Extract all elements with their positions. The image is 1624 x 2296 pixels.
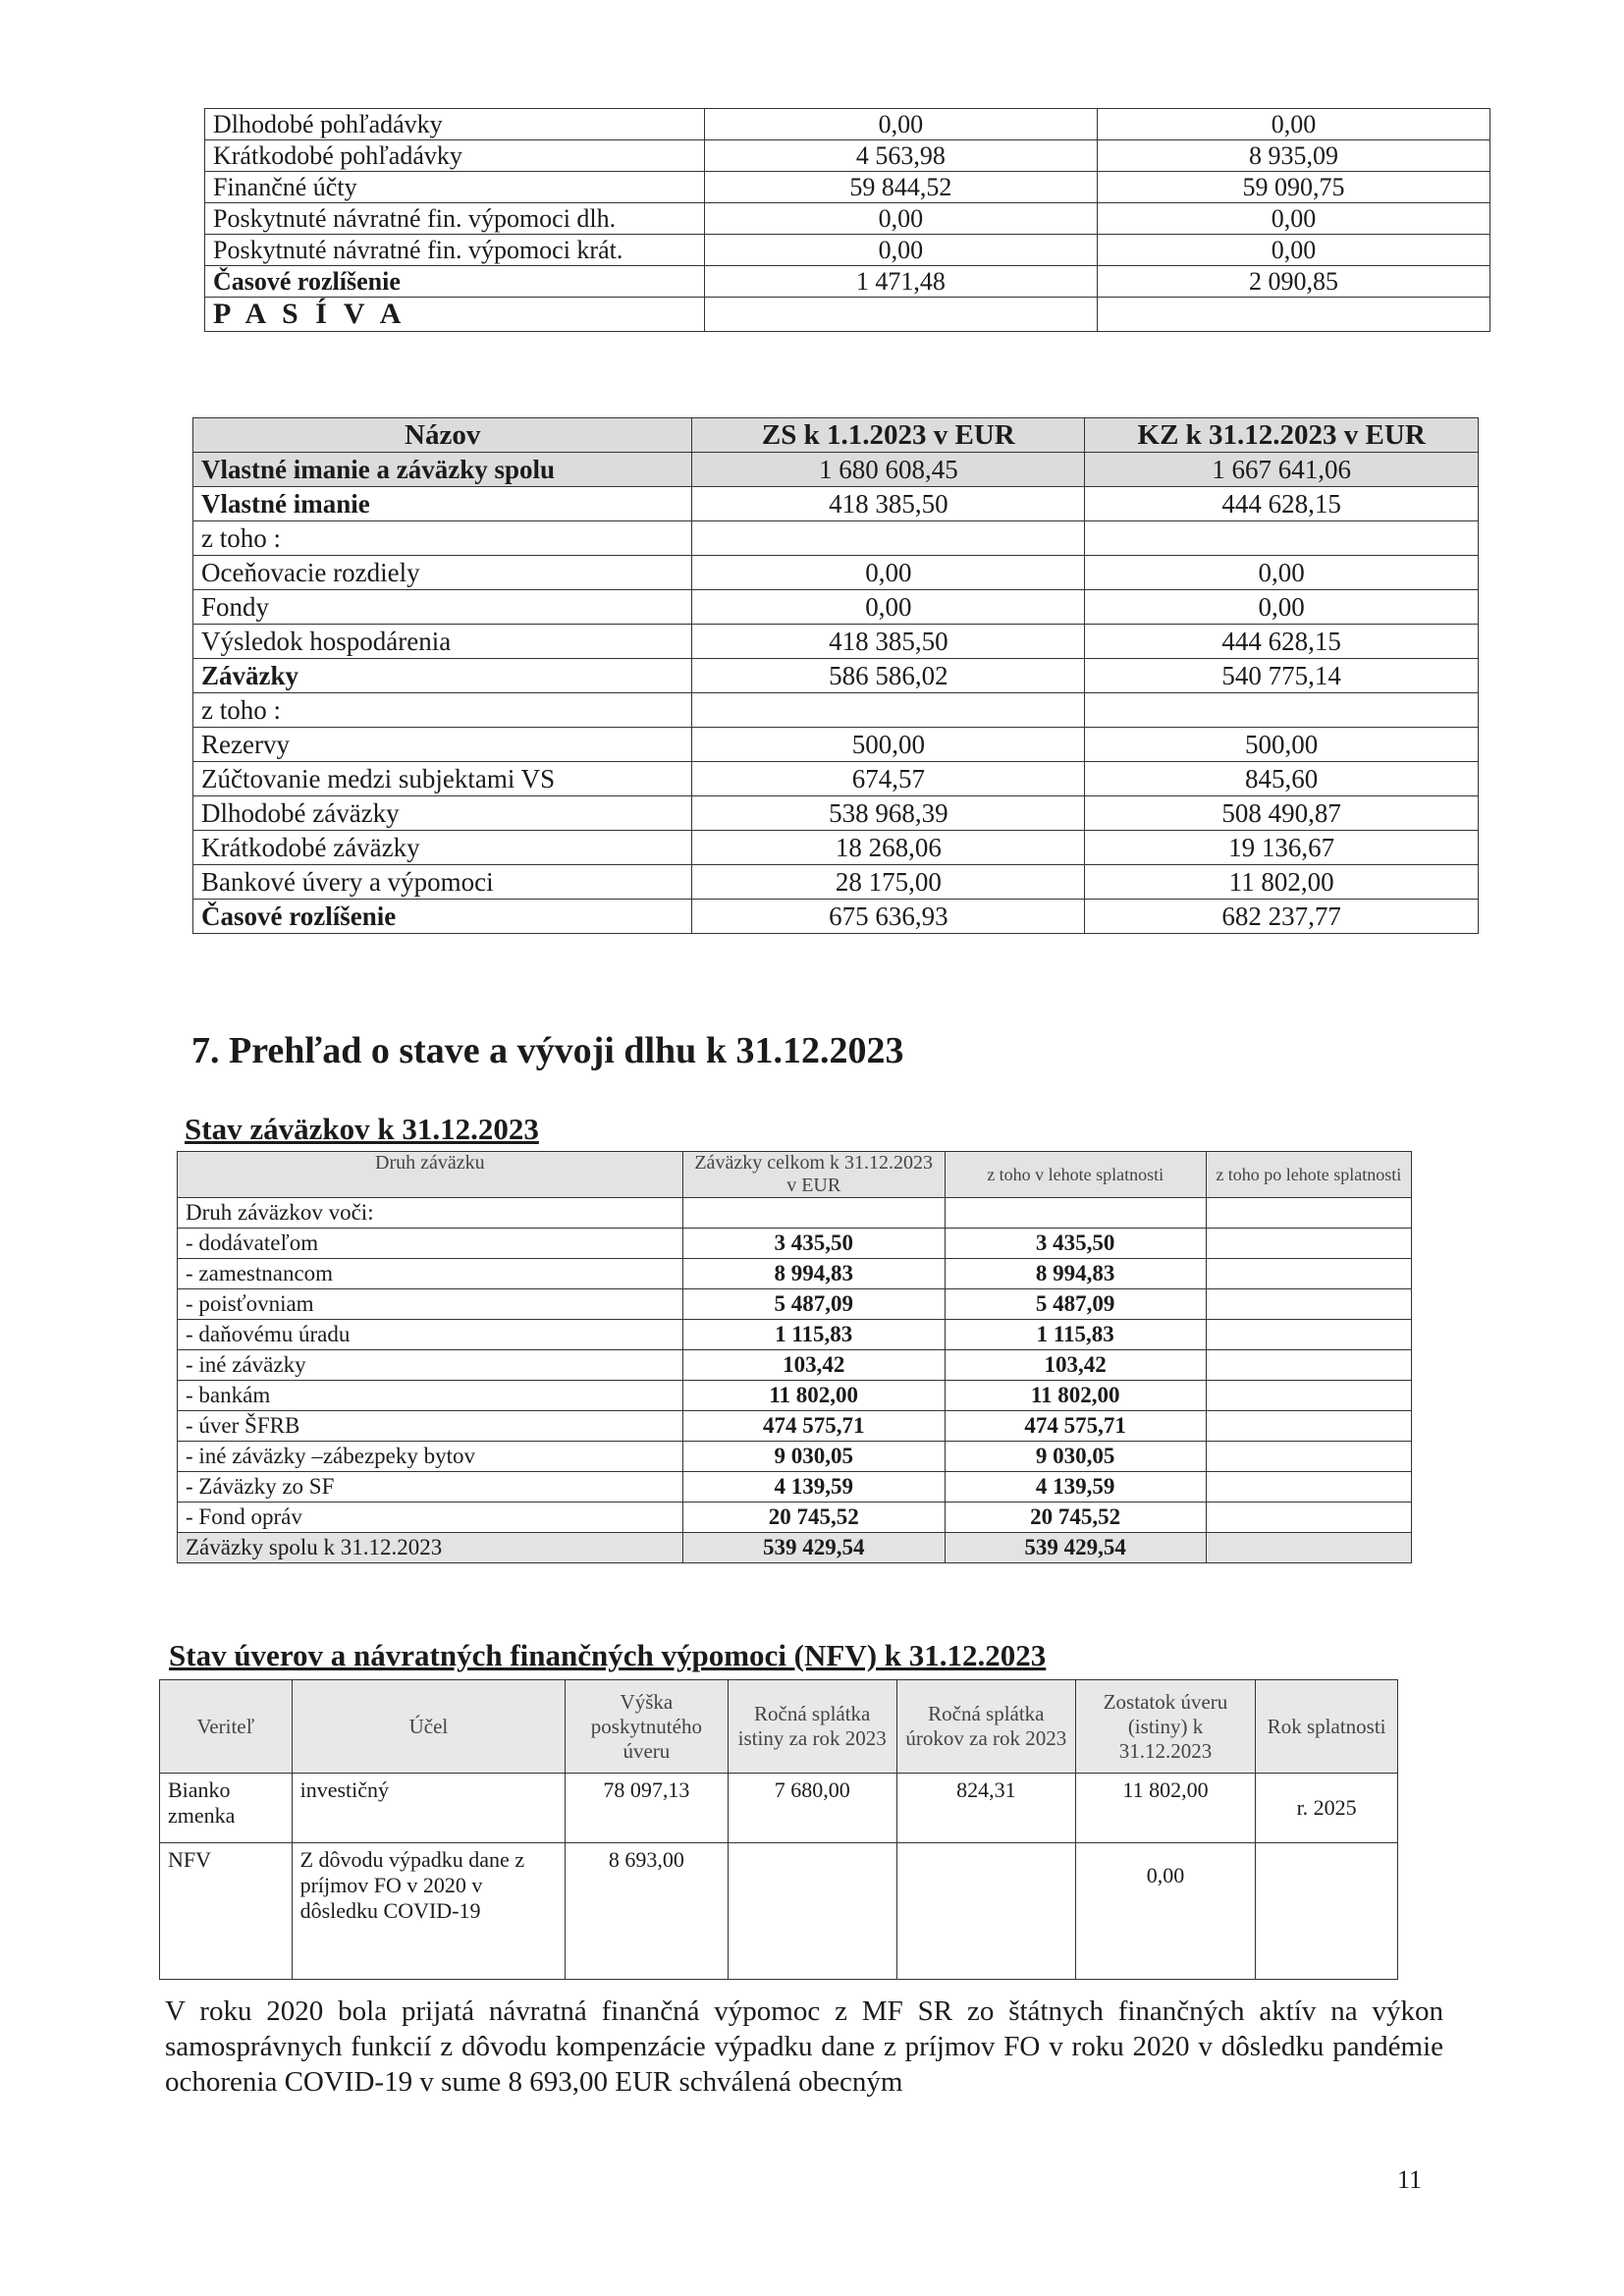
table-row xyxy=(178,1472,1412,1503)
debt-after xyxy=(1206,1381,1411,1411)
zs-value: 538 968,39 xyxy=(692,796,1085,831)
table-row xyxy=(178,1229,1412,1259)
row-label: Fondy xyxy=(193,590,692,625)
zs-value: 59 844,52 xyxy=(704,172,1097,203)
row-label: Vlastné imanie a záväzky spolu xyxy=(193,453,692,487)
liabilities-table xyxy=(192,417,1479,934)
table-row xyxy=(160,1843,1398,1980)
row-label: Rezervy xyxy=(193,728,692,762)
header-within: z toho v lehote splatnosti xyxy=(945,1152,1206,1198)
debt-total: 3 435,50 xyxy=(682,1229,945,1259)
debt-within: 20 745,52 xyxy=(945,1503,1206,1533)
kz-value: 444 628,15 xyxy=(1085,625,1479,659)
kz-value: 0,00 xyxy=(1085,556,1479,590)
debt-after xyxy=(1206,1229,1411,1259)
header-purpose: Účel xyxy=(292,1680,566,1774)
total-after xyxy=(1206,1533,1411,1563)
header-kz: KZ k 31.12.2023 v EUR xyxy=(1085,418,1479,453)
loan-interest: 824,31 xyxy=(896,1774,1075,1843)
kz-value: 0,00 xyxy=(1097,235,1489,266)
table-header-row xyxy=(193,418,1479,453)
debt-total: 1 115,83 xyxy=(682,1320,945,1350)
loans-table xyxy=(159,1679,1398,1980)
loan-purpose: investičný xyxy=(292,1774,566,1843)
row-label: Časové rozlíšenie xyxy=(193,900,692,934)
debt-within: 474 575,71 xyxy=(945,1411,1206,1442)
table-row xyxy=(205,140,1490,172)
debt-label: - Záväzky zo SF xyxy=(178,1472,683,1503)
table-row xyxy=(178,1320,1412,1350)
debt-label: - iné záväzky –zábezpeky bytov xyxy=(178,1442,683,1472)
header-zs: ZS k 1.1.2023 v EUR xyxy=(692,418,1085,453)
kz-value xyxy=(1085,693,1479,728)
kz-value: 11 802,00 xyxy=(1085,865,1479,900)
debt-total: 5 487,09 xyxy=(682,1289,945,1320)
debt-label: - bankám xyxy=(178,1381,683,1411)
table-row xyxy=(178,1289,1412,1320)
row-label: Dlhodobé záväzky xyxy=(193,796,692,831)
table-row xyxy=(178,1442,1412,1472)
table-row xyxy=(178,1503,1412,1533)
row-label: Oceňovacie rozdiely xyxy=(193,556,692,590)
loan-creditor: NFV xyxy=(160,1843,293,1980)
section-7-heading: 7. Prehľad o stave a vývoji dlhu k 31.12.2023 xyxy=(191,1030,904,1071)
table-row xyxy=(178,1259,1412,1289)
table-row xyxy=(193,659,1479,693)
debt-label: - daňovému úradu xyxy=(178,1320,683,1350)
zs-value: 1 680 608,45 xyxy=(692,453,1085,487)
kz-value: 444 628,15 xyxy=(1085,487,1479,521)
table-row xyxy=(205,298,1490,332)
kz-value: 8 935,09 xyxy=(1097,140,1489,172)
debt-within: 9 030,05 xyxy=(945,1442,1206,1472)
zs-value: 500,00 xyxy=(692,728,1085,762)
total-within: 539 429,54 xyxy=(945,1533,1206,1563)
debt-total: 9 030,05 xyxy=(682,1442,945,1472)
row-label: Dlhodobé pohľadávky xyxy=(205,109,705,140)
table-row xyxy=(193,728,1479,762)
table-row xyxy=(193,625,1479,659)
loan-interest xyxy=(896,1843,1075,1980)
header-principal: Ročná splátka istiny za rok 2023 xyxy=(728,1680,896,1774)
loan-year: r. 2025 xyxy=(1256,1774,1398,1843)
table-row xyxy=(178,1350,1412,1381)
table-row xyxy=(193,487,1479,521)
table-row xyxy=(178,1411,1412,1442)
debt-within: 1 115,83 xyxy=(945,1320,1206,1350)
zs-value: 18 268,06 xyxy=(692,831,1085,865)
table-total-row xyxy=(178,1533,1412,1563)
kz-value xyxy=(1085,521,1479,556)
zs-value: 28 175,00 xyxy=(692,865,1085,900)
total-total: 539 429,54 xyxy=(682,1533,945,1563)
row-label: z toho : xyxy=(193,521,692,556)
debt-status-heading: Stav záväzkov k 31.12.2023 xyxy=(185,1112,539,1146)
debt-after xyxy=(1206,1320,1411,1350)
table-row xyxy=(178,1381,1412,1411)
debt-after xyxy=(1206,1259,1411,1289)
row-label: Krátkodobé pohľadávky xyxy=(205,140,705,172)
zs-value: 586 586,02 xyxy=(692,659,1085,693)
table-row xyxy=(160,1774,1398,1843)
table-row xyxy=(205,172,1490,203)
row-label: Bankové úvery a výpomoci xyxy=(193,865,692,900)
loan-creditor: Bianko zmenka xyxy=(160,1774,293,1843)
loan-principal xyxy=(728,1843,896,1980)
debt-total: 103,42 xyxy=(682,1350,945,1381)
loan-amount: 78 097,13 xyxy=(566,1774,728,1843)
group-label: Druh záväzkov voči: xyxy=(178,1198,683,1229)
header-amount: Výška poskytnutého úveru xyxy=(566,1680,728,1774)
debt-within: 11 802,00 xyxy=(945,1381,1206,1411)
zs-value: 0,00 xyxy=(704,203,1097,235)
row-label: Zúčtovanie medzi subjektami VS xyxy=(193,762,692,796)
zs-value: 674,57 xyxy=(692,762,1085,796)
loan-balance: 0,00 xyxy=(1075,1843,1255,1980)
row-label: Poskytnuté návratné fin. výpomoci krát. xyxy=(205,235,705,266)
debt-total: 474 575,71 xyxy=(682,1411,945,1442)
table-row xyxy=(178,1198,1412,1229)
debt-label: - iné záväzky xyxy=(178,1350,683,1381)
header-total: Záväzky celkom k 31.12.2023 v EUR xyxy=(682,1152,945,1198)
debt-after xyxy=(1206,1472,1411,1503)
debt-label: - dodávateľom xyxy=(178,1229,683,1259)
empty-cell xyxy=(704,298,1097,332)
zs-value: 675 636,93 xyxy=(692,900,1085,934)
kz-value: 0,00 xyxy=(1097,203,1489,235)
debt-after xyxy=(1206,1289,1411,1320)
kz-value: 19 136,67 xyxy=(1085,831,1479,865)
debt-after xyxy=(1206,1411,1411,1442)
table-row xyxy=(205,109,1490,140)
zs-value: 0,00 xyxy=(704,109,1097,140)
table-header-row xyxy=(178,1152,1412,1198)
row-label: Poskytnuté návratné fin. výpomoci dlh. xyxy=(205,203,705,235)
kz-value: 845,60 xyxy=(1085,762,1479,796)
header-balance: Zostatok úveru (istiny) k 31.12.2023 xyxy=(1075,1680,1255,1774)
table-row xyxy=(205,203,1490,235)
header-interest: Ročná splátka úrokov za rok 2023 xyxy=(896,1680,1075,1774)
table-row xyxy=(205,235,1490,266)
assets-table xyxy=(204,108,1490,332)
table-row xyxy=(193,900,1479,934)
debt-table xyxy=(177,1151,1412,1563)
debt-after xyxy=(1206,1442,1411,1472)
loan-principal: 7 680,00 xyxy=(728,1774,896,1843)
table-header-row xyxy=(160,1680,1398,1774)
debt-within: 3 435,50 xyxy=(945,1229,1206,1259)
row-label: Časové rozlíšenie xyxy=(205,266,705,298)
kz-value: 540 775,14 xyxy=(1085,659,1479,693)
header-creditor: Veriteľ xyxy=(160,1680,293,1774)
debt-total: 4 139,59 xyxy=(682,1472,945,1503)
zs-value: 1 471,48 xyxy=(704,266,1097,298)
row-label: z toho : xyxy=(193,693,692,728)
table-row xyxy=(193,556,1479,590)
pasiva-heading: P A S Í V A xyxy=(205,298,705,332)
debt-within: 4 139,59 xyxy=(945,1472,1206,1503)
kz-value: 2 090,85 xyxy=(1097,266,1489,298)
loan-balance: 11 802,00 xyxy=(1075,1774,1255,1843)
table-row xyxy=(193,796,1479,831)
row-label: Finančné účty xyxy=(205,172,705,203)
zs-value: 0,00 xyxy=(692,556,1085,590)
table-row xyxy=(193,762,1479,796)
row-label: Výsledok hospodárenia xyxy=(193,625,692,659)
kz-value: 508 490,87 xyxy=(1085,796,1479,831)
table-row xyxy=(205,266,1490,298)
empty-cell xyxy=(1206,1198,1411,1229)
body-paragraph: V roku 2020 bola prijatá návratná finančná výpomoc z MF SR zo štátnych finančných aktív na výkon samosprávnych funkcií z dôvodu kompenzácie výpadku dane z príjmov FO v roku 2020 v dôsledku pandémie ochorenia COVID-19 v sume 8 693,00 EUR schválená obecným xyxy=(165,1995,1443,2098)
loans-heading: Stav úverov a návratných finančných výpomoci (NFV) k 31.12.2023 xyxy=(169,1638,1047,1672)
kz-value: 682 237,77 xyxy=(1085,900,1479,934)
kz-value: 0,00 xyxy=(1085,590,1479,625)
kz-value: 59 090,75 xyxy=(1097,172,1489,203)
row-label: Vlastné imanie xyxy=(193,487,692,521)
zs-value: 4 563,98 xyxy=(704,140,1097,172)
table-row xyxy=(193,453,1479,487)
page-number: 11 xyxy=(1397,2165,1423,2194)
kz-value: 500,00 xyxy=(1085,728,1479,762)
zs-value: 418 385,50 xyxy=(692,625,1085,659)
debt-total: 11 802,00 xyxy=(682,1381,945,1411)
zs-value xyxy=(692,521,1085,556)
table-row xyxy=(193,521,1479,556)
debt-after xyxy=(1206,1350,1411,1381)
empty-cell xyxy=(682,1198,945,1229)
table-row xyxy=(193,693,1479,728)
total-label: Záväzky spolu k 31.12.2023 xyxy=(178,1533,683,1563)
header-type: Druh záväzku xyxy=(178,1152,683,1198)
debt-label: - poisťovniam xyxy=(178,1289,683,1320)
kz-value: 1 667 641,06 xyxy=(1085,453,1479,487)
zs-value: 0,00 xyxy=(692,590,1085,625)
zs-value: 0,00 xyxy=(704,235,1097,266)
header-after: z toho po lehote splatnosti xyxy=(1206,1152,1411,1198)
zs-value xyxy=(692,693,1085,728)
debt-within: 5 487,09 xyxy=(945,1289,1206,1320)
row-label: Krátkodobé záväzky xyxy=(193,831,692,865)
kz-value: 0,00 xyxy=(1097,109,1489,140)
debt-total: 8 994,83 xyxy=(682,1259,945,1289)
debt-within: 8 994,83 xyxy=(945,1259,1206,1289)
table-row xyxy=(193,831,1479,865)
zs-value: 418 385,50 xyxy=(692,487,1085,521)
header-year: Rok splatnosti xyxy=(1256,1680,1398,1774)
debt-label: - Fond opráv xyxy=(178,1503,683,1533)
loan-amount: 8 693,00 xyxy=(566,1843,728,1980)
row-label: Záväzky xyxy=(193,659,692,693)
table-row xyxy=(193,590,1479,625)
debt-label: - zamestnancom xyxy=(178,1259,683,1289)
empty-cell xyxy=(945,1198,1206,1229)
empty-cell xyxy=(1097,298,1489,332)
table-row xyxy=(193,865,1479,900)
loan-year xyxy=(1256,1843,1398,1980)
debt-after xyxy=(1206,1503,1411,1533)
header-name: Názov xyxy=(193,418,692,453)
debt-total: 20 745,52 xyxy=(682,1503,945,1533)
debt-within: 103,42 xyxy=(945,1350,1206,1381)
debt-label: - úver ŠFRB xyxy=(178,1411,683,1442)
loan-purpose: Z dôvodu výpadku dane z príjmov FO v 2020 v dôsledku COVID-19 xyxy=(292,1843,566,1980)
